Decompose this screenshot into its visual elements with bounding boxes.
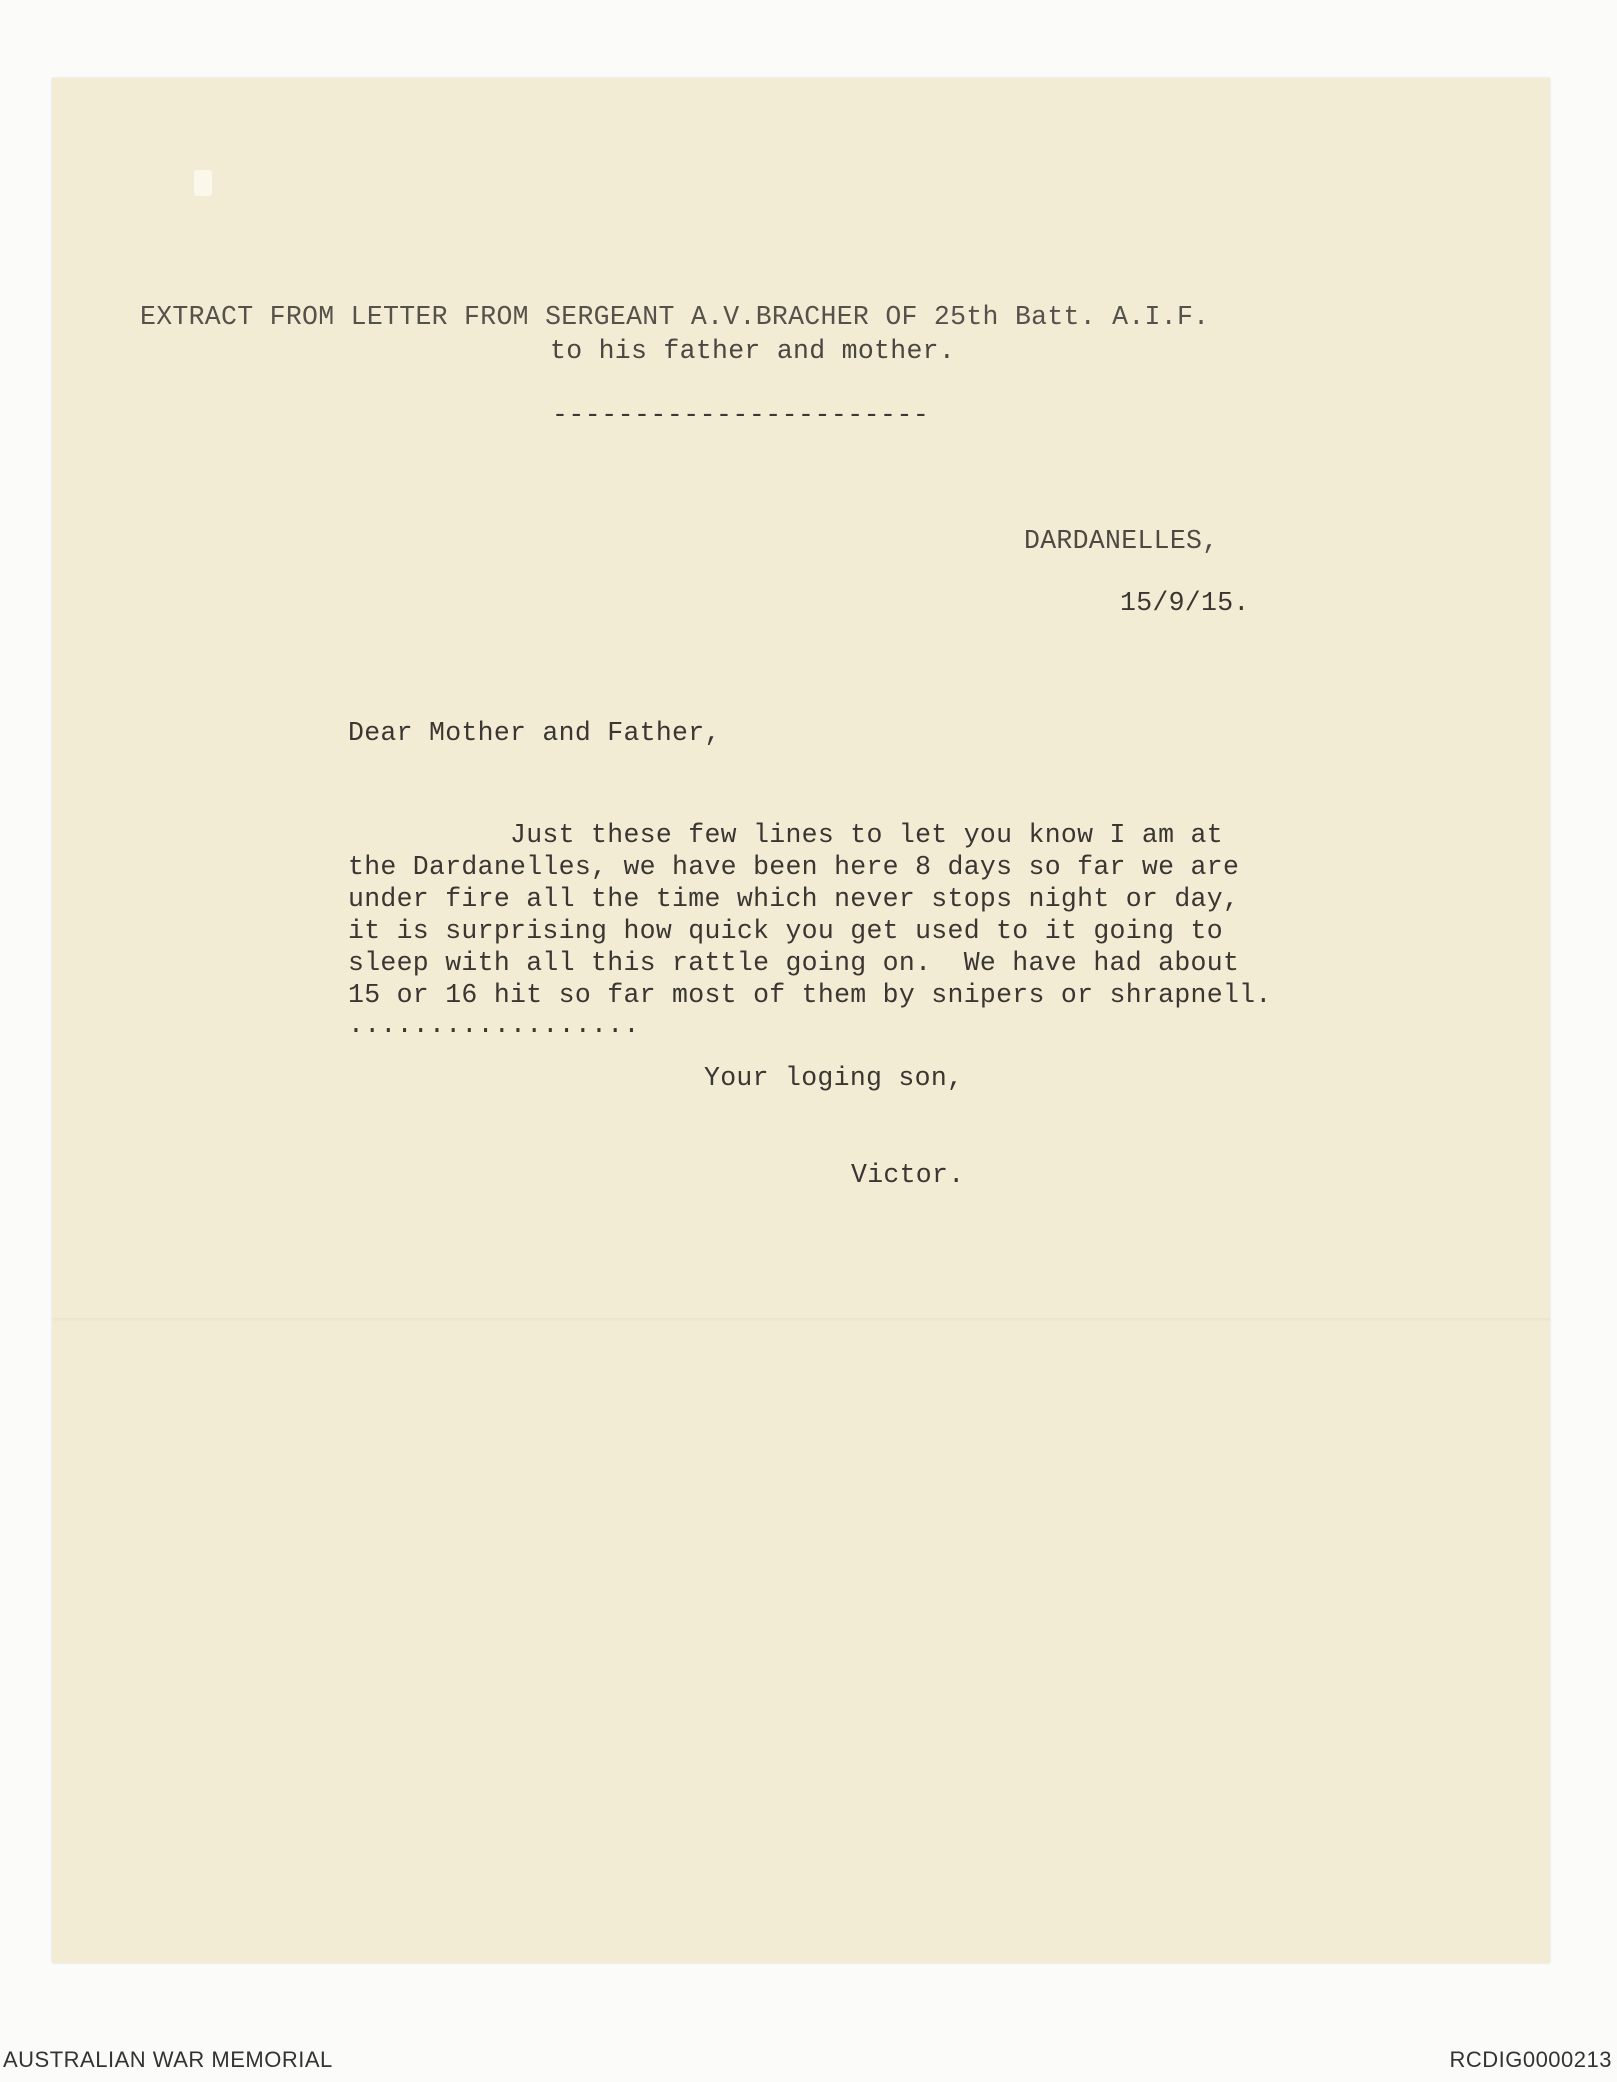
ellipsis-line: .................. (348, 1010, 640, 1040)
letter-heading: EXTRACT FROM LETTER FROM SERGEANT A.V.BRACHER OF 25th Batt. A.I.F. (140, 302, 1210, 332)
body-line: Just these few lines to let you know I am at (348, 820, 1223, 850)
body-line: the Dardanelles, we have been here 8 days so far we are (348, 852, 1240, 882)
letter-salutation: Dear Mother and Father, (348, 718, 721, 748)
institution-credit: AUSTRALIAN WAR MEMORIAL (3, 2047, 333, 2072)
letter-subheading: to his father and mother. (550, 336, 956, 366)
body-line: 15 or 16 hit so far most of them by snipers or shrapnell. (348, 980, 1272, 1010)
letter-date: 15/9/15. (1120, 588, 1250, 618)
catalogue-reference: RCDIG0000213 (1449, 2047, 1612, 2072)
body-line: it is surprising how quick you get used to it going to (348, 916, 1223, 946)
heading-rule: ----------------------- (552, 400, 930, 430)
punch-hole (194, 170, 212, 196)
letter-place: DARDANELLES, (1024, 526, 1219, 556)
letter-page (52, 78, 1550, 1963)
body-line: sleep with all this rattle going on. We have had about (348, 948, 1240, 978)
letter-closing: Your loging son, (704, 1063, 964, 1093)
letter-signature: Victor. (851, 1160, 965, 1190)
paper-fold (52, 1318, 1550, 1322)
body-line: under fire all the time which never stops night or day, (348, 884, 1240, 914)
